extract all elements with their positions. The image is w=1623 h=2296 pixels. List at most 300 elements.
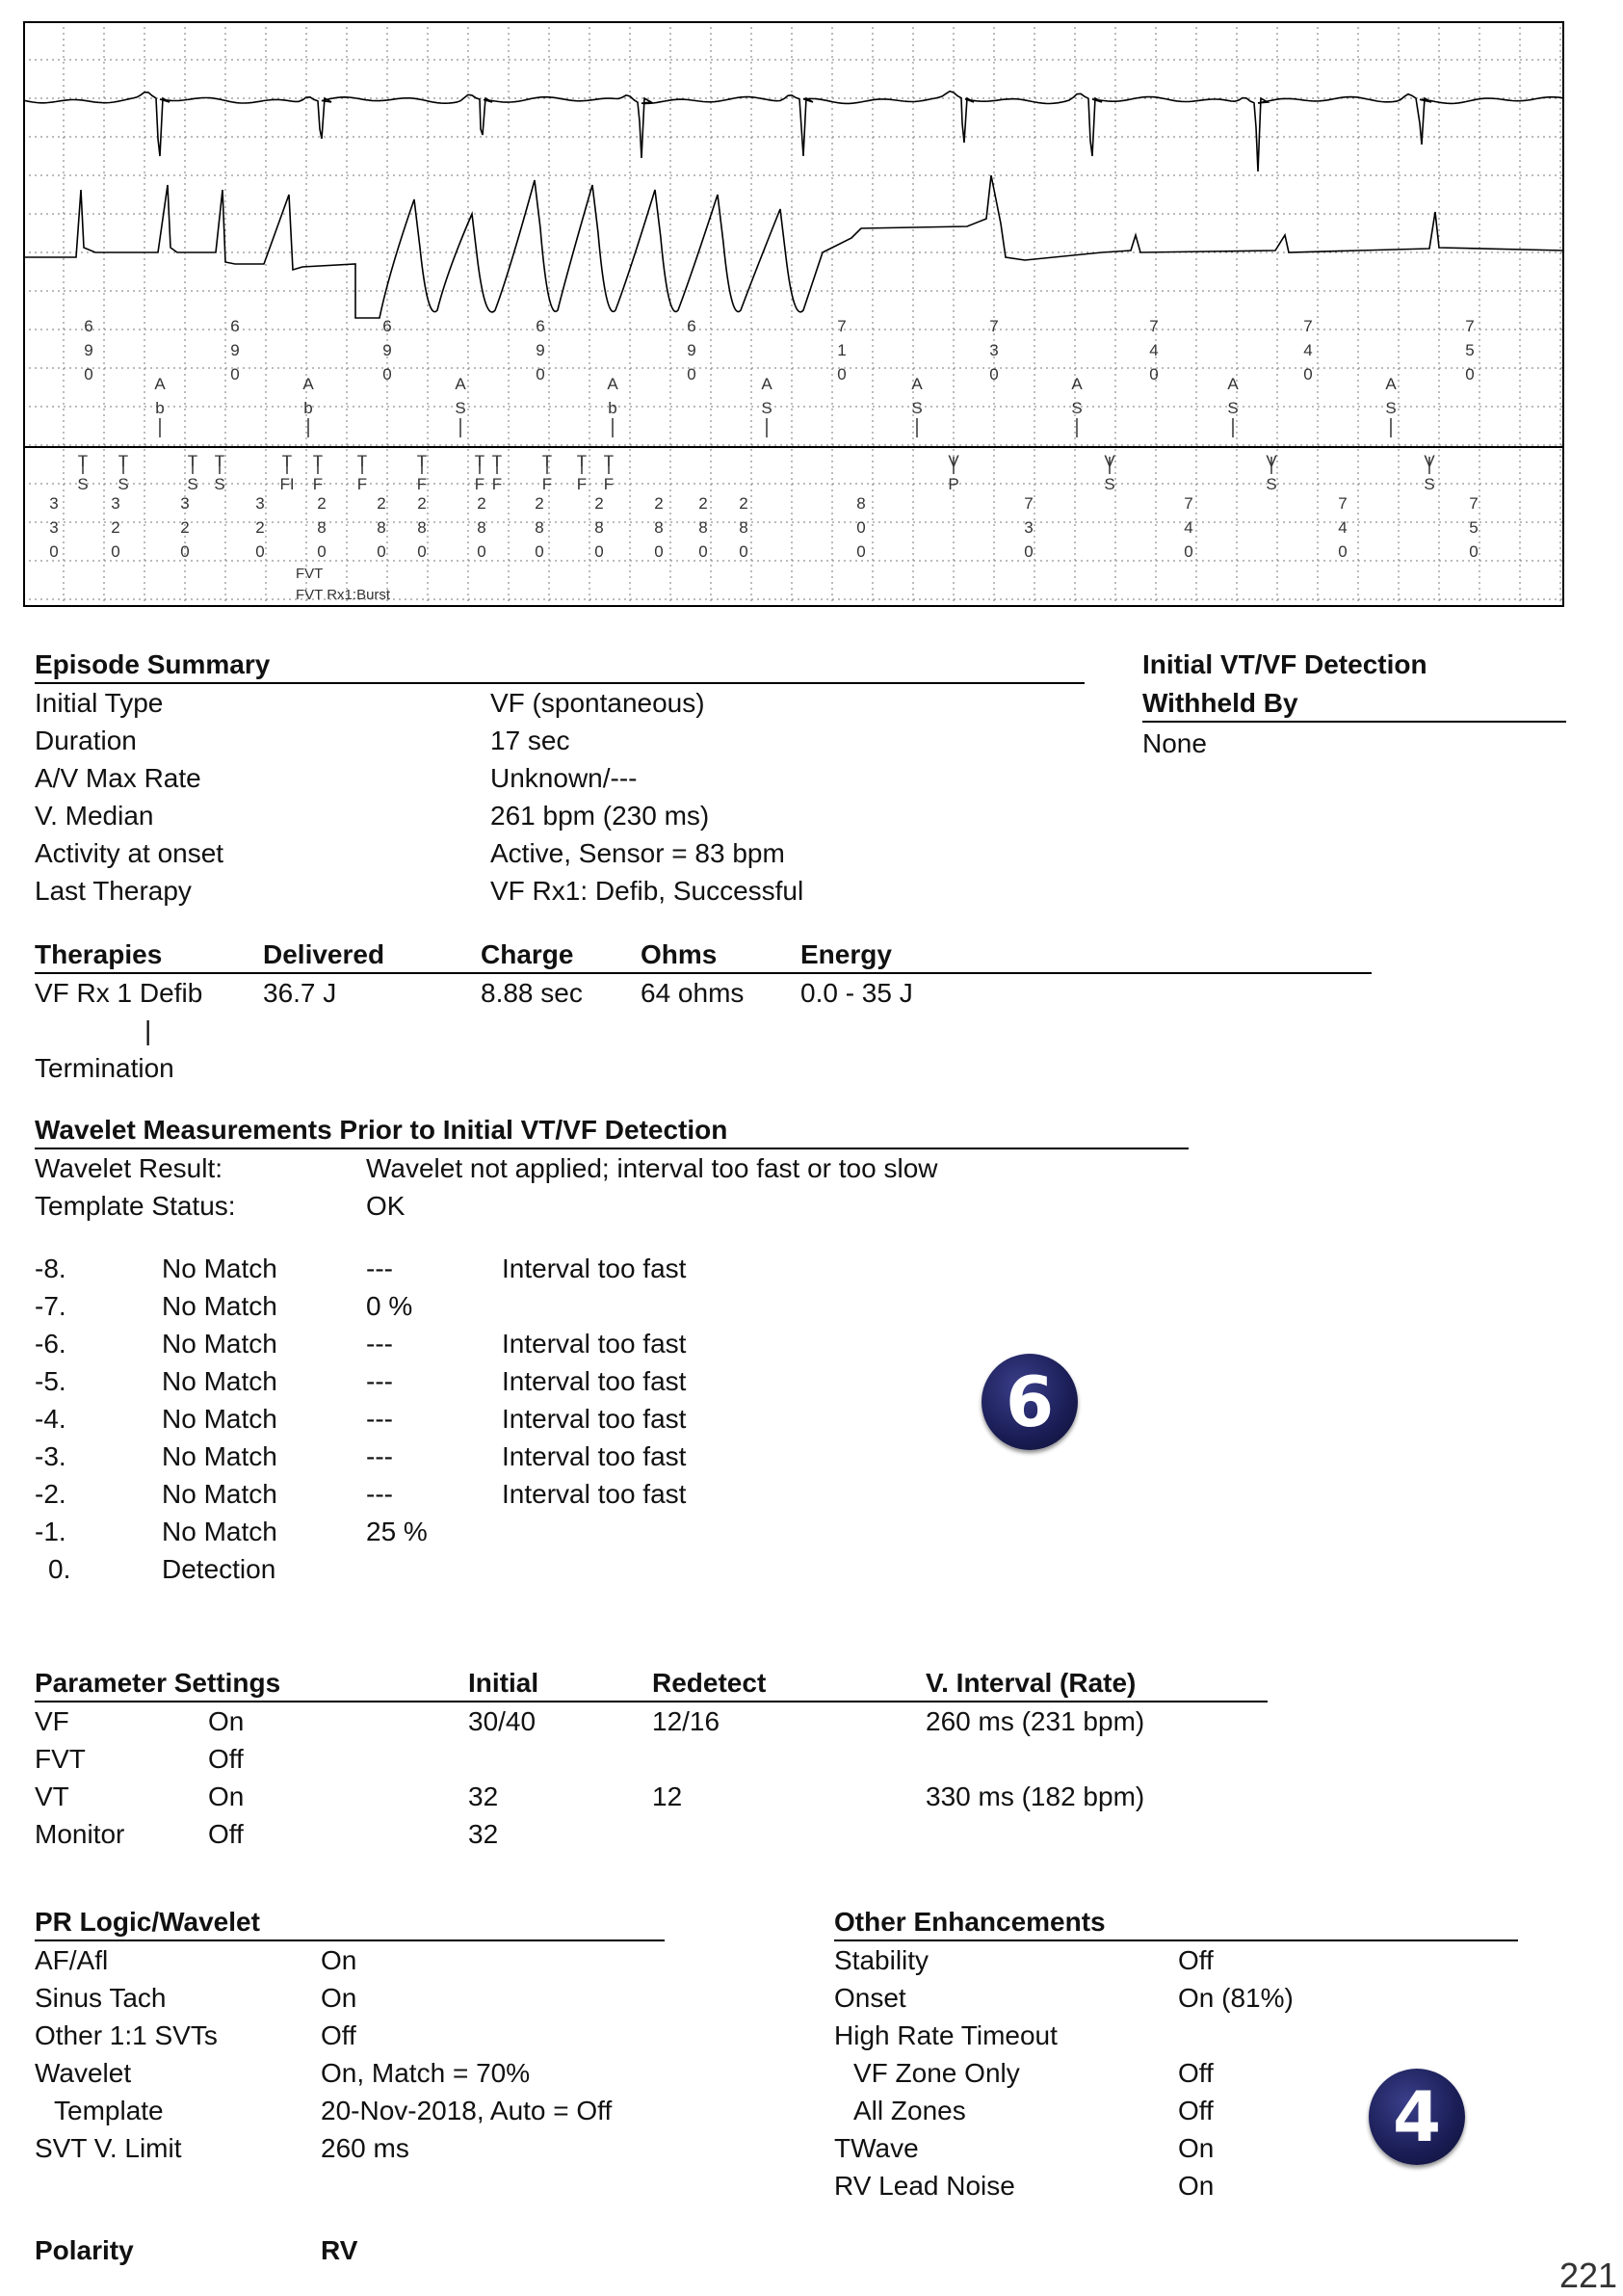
marker-char: 0: [255, 542, 265, 561]
marker-char: 0: [180, 542, 190, 561]
parameter-settings-rule: [35, 1701, 1268, 1702]
beat-index: -2.: [35, 1479, 66, 1509]
marker-char: 3: [111, 494, 120, 513]
beat-index: -1.: [35, 1517, 66, 1546]
marker-char: 0: [49, 542, 59, 561]
atrial-event-marker: [1385, 375, 1397, 437]
therapy-ohms: 64 ohms: [641, 978, 745, 1008]
marker-char: b: [303, 399, 313, 417]
marker-char: 0: [377, 542, 386, 561]
marker-char: F: [312, 475, 324, 493]
marker-char: 8: [698, 518, 708, 537]
marker-char: 0: [1303, 365, 1313, 383]
egm-trace-ventricular: [23, 175, 1564, 318]
interval-value: [1184, 494, 1192, 561]
param-initial: 30/40: [468, 1706, 537, 1736]
marker-char: b: [155, 399, 165, 417]
marker-char: T: [187, 452, 198, 470]
withheld-title-2: Withheld By: [1142, 688, 1298, 718]
marker-char: 0: [654, 542, 664, 561]
marker-char: 0: [856, 542, 866, 561]
marker-char: 0: [989, 365, 999, 383]
beat-note: Interval too fast: [502, 1479, 687, 1509]
ventricular-event-marker: [118, 452, 128, 493]
ventricular-event-marker: [313, 452, 323, 493]
ventricular-event-marker: [214, 452, 224, 493]
episode-row-label: Activity at onset: [35, 838, 224, 868]
marker-char: T: [118, 452, 129, 470]
beat-match: No Match: [162, 1366, 277, 1396]
marker-char: T: [281, 452, 293, 470]
other-enhancement-label: Stability: [834, 1945, 929, 1975]
marker-char: 5: [1469, 518, 1479, 537]
parameter-settings-header: Parameter Settings: [35, 1668, 281, 1698]
interval-value: [837, 317, 846, 383]
ventricular-event-marker: [492, 452, 502, 493]
marker-char: A: [1071, 375, 1083, 393]
marker-char: S: [118, 475, 129, 493]
pr-logic-value: On: [321, 1945, 357, 1975]
interval-value: [180, 494, 189, 561]
fvt-rx1-burst-annotation: FVT Rx1:Burst: [296, 587, 391, 603]
marker-char: V: [948, 452, 959, 470]
marker-char: A: [911, 375, 923, 393]
marker-char: 4: [1303, 341, 1313, 359]
atrial-event-marker: [154, 375, 166, 437]
pr-logic-title: PR Logic/Wavelet: [35, 1907, 260, 1937]
marker-char: A: [761, 375, 772, 393]
polarity-value: RV: [321, 2235, 358, 2265]
ventricular-event-marker: [1266, 452, 1277, 493]
episode-row-label: V. Median: [35, 801, 154, 831]
other-enhancement-value: Off: [1178, 1945, 1214, 1975]
marker-char: S: [1266, 475, 1277, 493]
marker-char: T: [491, 452, 503, 470]
episode-row-value: 17 sec: [490, 726, 570, 755]
marker-char: T: [576, 452, 588, 470]
marker-char: 8: [317, 518, 327, 537]
other-enhancement-label: All Zones: [853, 2096, 966, 2125]
marker-char: 7: [1303, 317, 1313, 335]
marker-char: 8: [739, 518, 748, 537]
marker-char: 7: [1184, 494, 1193, 513]
template-status-label: Template Status:: [35, 1191, 236, 1221]
marker-char: 2: [739, 494, 748, 513]
other-enhancement-value: On (81%): [1178, 1983, 1294, 2013]
other-enhancement-label: RV Lead Noise: [834, 2171, 1015, 2201]
interval-value: [989, 317, 998, 383]
marker-char: V: [1104, 452, 1115, 470]
beat-percent: 0 %: [366, 1291, 413, 1321]
pr-logic-label: SVT V. Limit: [35, 2133, 182, 2163]
marker-char: S: [77, 475, 89, 493]
marker-char: 0: [1024, 542, 1034, 561]
marker-char: 4: [1184, 518, 1193, 537]
marker-char: 3: [989, 341, 999, 359]
marker-char: 4: [1149, 341, 1159, 359]
param-initial: 32: [468, 1819, 499, 1849]
episode-row-value: VF (spontaneous): [490, 688, 705, 718]
other-enhancement-value: On: [1178, 2171, 1215, 2201]
param-state: Off: [208, 1819, 244, 1849]
other-enhancement-value: On: [1178, 2133, 1215, 2163]
marker-char: F: [356, 475, 368, 493]
marker-char: 0: [84, 365, 93, 383]
interval-value: [1338, 494, 1347, 561]
ventricular-event-marker: [417, 452, 427, 493]
pr-logic-value: On: [321, 1983, 357, 2013]
wavelet-result-value: Wavelet not applied; interval too fast or too slow: [366, 1153, 938, 1183]
marker-char: S: [1104, 475, 1115, 493]
marker-char: A: [455, 375, 466, 393]
marker-char: T: [416, 452, 428, 470]
pr-logic-rule: [35, 1940, 665, 1941]
episode-row-value: Unknown/---: [490, 763, 638, 793]
beat-match: No Match: [162, 1329, 277, 1359]
interval-value: [1465, 317, 1474, 383]
marker-char: 7: [1149, 317, 1159, 335]
beat-index: -3.: [35, 1441, 66, 1471]
interval-value: [417, 494, 426, 561]
marker-char: FI: [279, 475, 295, 493]
other-enhancement-label: TWave: [834, 2133, 919, 2163]
marker-char: 6: [230, 317, 240, 335]
beat-match: No Match: [162, 1254, 277, 1283]
interval-value: [698, 494, 707, 561]
pr-logic-label: Wavelet: [35, 2058, 132, 2088]
marker-char: S: [1071, 399, 1083, 417]
marker-char: 0: [230, 365, 240, 383]
interval-value: [1024, 494, 1033, 561]
ventricular-event-marker: [542, 452, 552, 493]
marker-char: S: [911, 399, 923, 417]
marker-char: S: [761, 399, 772, 417]
marker-char: 0: [417, 542, 427, 561]
delivered-header: Delivered: [263, 939, 385, 969]
interval-value: [1149, 317, 1158, 383]
ohms-header: Ohms: [641, 939, 718, 969]
marker-char: 0: [1184, 542, 1193, 561]
marker-channel-2: [49, 452, 1478, 561]
beat-match: No Match: [162, 1404, 277, 1434]
interval-value: [1469, 494, 1478, 561]
marker-char: 8: [856, 494, 866, 513]
marker-char: T: [541, 452, 553, 470]
episode-summary-rule: [35, 682, 1085, 684]
marker-char: 0: [837, 365, 847, 383]
episode-row-label: Initial Type: [35, 688, 164, 718]
marker-char: F: [603, 475, 615, 493]
interval-value: [382, 317, 391, 383]
marker-char: 3: [49, 518, 59, 537]
marker-char: 0: [1465, 365, 1475, 383]
beat-index: -8.: [35, 1254, 66, 1283]
marker-char: 8: [594, 518, 604, 537]
therapy-charge: 8.88 sec: [481, 978, 583, 1008]
interval-value: [111, 494, 119, 561]
beat-percent: ---: [366, 1366, 393, 1396]
beat-percent: ---: [366, 1329, 393, 1359]
withheld-title-1: Initial VT/VF Detection: [1142, 649, 1427, 679]
param-zone: VT: [35, 1781, 69, 1811]
interval-value: [535, 494, 543, 561]
marker-char: 9: [687, 341, 696, 359]
marker-char: 8: [417, 518, 427, 537]
pr-logic-value: 260 ms: [321, 2133, 409, 2163]
interval-value: [377, 494, 385, 561]
marker-char: 0: [739, 542, 748, 561]
param-zone: FVT: [35, 1744, 86, 1774]
marker-char: 2: [377, 494, 386, 513]
marker-char: 8: [654, 518, 664, 537]
marker-char: T: [214, 452, 225, 470]
beat-match: No Match: [162, 1479, 277, 1509]
pr-logic-value: 20-Nov-2018, Auto = Off: [321, 2096, 613, 2125]
marker-char: 7: [1465, 317, 1475, 335]
egm-trace-atrial: [23, 92, 1562, 172]
marker-char: S: [455, 399, 466, 417]
beat-index: -4.: [35, 1404, 66, 1434]
ventricular-event-marker: [604, 452, 614, 493]
episode-row-value: Active, Sensor = 83 bpm: [490, 838, 785, 868]
therapy-termination: Termination: [35, 1053, 174, 1083]
egm-grid: [23, 21, 1564, 607]
marker-char: 2: [654, 494, 664, 513]
marker-char: 2: [417, 494, 427, 513]
episode-row-label: A/V Max Rate: [35, 763, 201, 793]
beat-note: Interval too fast: [502, 1441, 687, 1471]
marker-char: S: [1385, 399, 1397, 417]
atrial-event-marker: [911, 375, 923, 437]
marker-char: 3: [49, 494, 59, 513]
interval-value: [84, 317, 92, 383]
beat-match: Detection: [162, 1554, 276, 1584]
marker-char: 0: [594, 542, 604, 561]
marker-char: 6: [382, 317, 392, 335]
marker-char: 7: [1469, 494, 1479, 513]
marker-char: A: [1227, 375, 1239, 393]
marker-char: 0: [687, 365, 696, 383]
therapies-rule: [35, 972, 1372, 974]
atrial-event-marker: [1071, 375, 1083, 437]
interval-value: [739, 494, 747, 561]
marker-char: V: [1266, 452, 1277, 470]
redetect-header: Redetect: [652, 1668, 767, 1698]
ventricular-event-marker: [1104, 452, 1115, 493]
marker-char: 2: [180, 518, 190, 537]
marker-char: V: [1424, 452, 1435, 470]
ventricular-event-marker: [357, 452, 367, 493]
marker-char: 7: [837, 317, 847, 335]
marker-char: F: [416, 475, 428, 493]
beat-percent: ---: [366, 1479, 393, 1509]
atrial-event-marker: [607, 375, 618, 437]
marker-char: 0: [111, 542, 120, 561]
marker-char: 3: [255, 494, 265, 513]
interval-value: [477, 494, 485, 561]
atrial-event-marker: [761, 375, 772, 437]
beat-index: -5.: [35, 1366, 66, 1396]
beat-note: Interval too fast: [502, 1254, 687, 1283]
param-redetect: 12: [652, 1781, 683, 1811]
marker-char: 2: [317, 494, 327, 513]
marker-char: 1: [837, 341, 847, 359]
marker-char: T: [474, 452, 485, 470]
marker-char: 0: [856, 518, 866, 537]
param-redetect: 12/16: [652, 1706, 720, 1736]
atrial-event-marker: [1227, 375, 1239, 437]
other-enhancement-label: Onset: [834, 1983, 906, 2013]
beat-match: No Match: [162, 1517, 277, 1546]
marker-char: 0: [535, 542, 544, 561]
marker-char: 7: [989, 317, 999, 335]
interval-value: [856, 494, 865, 561]
therapy-pipe: |: [144, 1016, 152, 1045]
marker-char: 2: [255, 518, 265, 537]
therapy-name: VF Rx 1 Defib: [35, 978, 203, 1008]
beat-note: Interval too fast: [502, 1404, 687, 1434]
marker-char: b: [608, 399, 617, 417]
marker-char: P: [948, 475, 959, 493]
pr-logic-label: AF/Afl: [35, 1945, 109, 1975]
atrial-event-marker: [302, 375, 314, 437]
marker-char: T: [603, 452, 615, 470]
marker-char: F: [541, 475, 553, 493]
marker-char: A: [1385, 375, 1397, 393]
marker-char: 8: [477, 518, 486, 537]
marker-char: F: [474, 475, 485, 493]
initial-header: Initial: [468, 1668, 539, 1698]
param-interval: 330 ms (182 bpm): [926, 1781, 1145, 1811]
marker-char: 9: [84, 341, 93, 359]
marker-char: 0: [536, 365, 545, 383]
episode-row-label: Last Therapy: [35, 876, 192, 906]
beat-percent: ---: [366, 1254, 393, 1283]
beat-index: 0.: [48, 1554, 71, 1584]
marker-char: 2: [594, 494, 604, 513]
therapy-energy: 0.0 - 35 J: [800, 978, 913, 1008]
marker-char: 6: [84, 317, 93, 335]
marker-char: 3: [1024, 518, 1034, 537]
marker-char: S: [1424, 475, 1435, 493]
energy-header: Energy: [800, 939, 892, 969]
beat-note: Interval too fast: [502, 1329, 687, 1359]
episode-row-value: 261 bpm (230 ms): [490, 801, 710, 831]
pr-logic-label: Sinus Tach: [35, 1983, 167, 2013]
beat-note: Interval too fast: [502, 1366, 687, 1396]
interval-value: [1303, 317, 1312, 383]
atrial-event-marker: [455, 375, 466, 437]
marker-char: S: [1227, 399, 1239, 417]
beat-index: -7.: [35, 1291, 66, 1321]
marker-char: 8: [377, 518, 386, 537]
beat-match: No Match: [162, 1291, 277, 1321]
param-initial: 32: [468, 1781, 499, 1811]
pr-logic-value: Off: [321, 2020, 356, 2050]
marker-channel-1: [84, 317, 1474, 437]
ventricular-event-marker: [577, 452, 587, 493]
interval-value: [654, 494, 663, 561]
episode-row-value: VF Rx1: Defib, Successful: [490, 876, 804, 906]
marker-char: F: [576, 475, 588, 493]
interval-value: [317, 494, 326, 561]
ventricular-event-marker: [1424, 452, 1435, 493]
polarity-label: Polarity: [35, 2235, 134, 2265]
wavelet-rule: [35, 1148, 1189, 1149]
marker-char: 0: [1149, 365, 1159, 383]
callout-badge-4: 4: [1369, 2069, 1465, 2165]
marker-char: 9: [230, 341, 240, 359]
marker-char: A: [154, 375, 166, 393]
ventricular-event-marker: [948, 452, 959, 493]
marker-char: 6: [687, 317, 696, 335]
param-zone: Monitor: [35, 1819, 125, 1849]
interval-value: [594, 494, 603, 561]
other-enhancements-title: Other Enhancements: [834, 1907, 1106, 1937]
interval-value: [49, 494, 58, 561]
v-interval-header: V. Interval (Rate): [926, 1668, 1137, 1698]
beat-index: -6.: [35, 1329, 66, 1359]
other-enhancement-value: Off: [1178, 2058, 1214, 2088]
param-interval: 260 ms (231 bpm): [926, 1706, 1145, 1736]
marker-char: 0: [1338, 542, 1348, 561]
marker-char: S: [187, 475, 198, 493]
marker-char: 5: [1465, 341, 1475, 359]
marker-char: 0: [382, 365, 392, 383]
marker-char: 2: [535, 494, 544, 513]
marker-char: T: [312, 452, 324, 470]
marker-char: 0: [698, 542, 708, 561]
marker-char: 0: [1469, 542, 1479, 561]
other-enhancements-rule: [834, 1940, 1518, 1941]
marker-char: T: [356, 452, 368, 470]
fvt-annotation: FVT: [296, 566, 324, 582]
other-enhancement-label: VF Zone Only: [853, 2058, 1020, 2088]
callout-badge-6: 6: [982, 1354, 1078, 1450]
other-enhancement-value: Off: [1178, 2096, 1214, 2125]
interval-value: [687, 317, 695, 383]
marker-char: T: [77, 452, 89, 470]
pr-logic-label: Other 1:1 SVTs: [35, 2020, 218, 2050]
marker-char: 2: [698, 494, 708, 513]
param-state: On: [208, 1781, 245, 1811]
interval-value: [255, 494, 264, 561]
therapy-delivered: 36.7 J: [263, 978, 337, 1008]
beat-match: No Match: [162, 1441, 277, 1471]
marker-char: 6: [536, 317, 545, 335]
episode-row-label: Duration: [35, 726, 137, 755]
other-enhancement-label: High Rate Timeout: [834, 2020, 1058, 2050]
therapies-header: Therapies: [35, 939, 163, 969]
param-state: Off: [208, 1744, 244, 1774]
template-status-value: OK: [366, 1191, 406, 1221]
marker-char: 7: [1024, 494, 1034, 513]
marker-char: 8: [535, 518, 544, 537]
marker-char: S: [214, 475, 225, 493]
marker-char: 7: [1338, 494, 1348, 513]
beat-percent: ---: [366, 1404, 393, 1434]
charge-header: Charge: [481, 939, 574, 969]
marker-char: 9: [382, 341, 392, 359]
pr-logic-label: Template: [54, 2096, 164, 2125]
param-zone: VF: [35, 1706, 69, 1736]
marker-char: 0: [477, 542, 486, 561]
marker-char: 2: [111, 518, 120, 537]
interval-value: [230, 317, 239, 383]
beat-percent: ---: [366, 1441, 393, 1471]
marker-char: 4: [1338, 518, 1348, 537]
pr-logic-value: On, Match = 70%: [321, 2058, 531, 2088]
